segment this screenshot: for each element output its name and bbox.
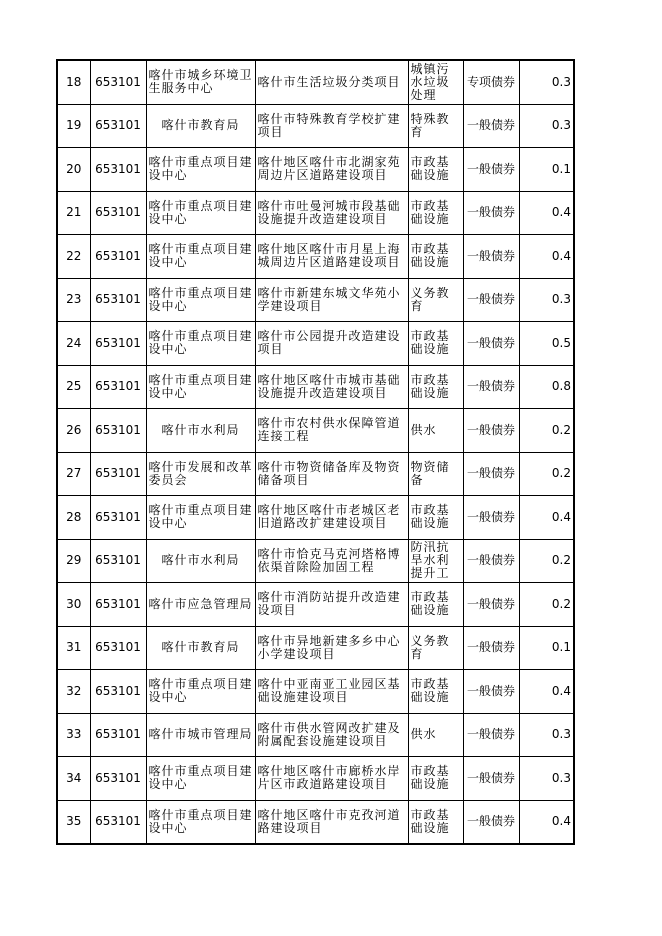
organization-cell: 喀什市重点项目建设中心 [146, 322, 255, 366]
amount-cell: 0.4 [519, 800, 574, 844]
region-code-cell: 653101 [90, 235, 146, 279]
row-number-cell: 32 [57, 670, 90, 714]
amount-cell: 0.8 [519, 365, 574, 409]
row-number-cell: 25 [57, 365, 90, 409]
amount-cell: 0.4 [519, 235, 574, 279]
organization-cell: 喀什市重点项目建设中心 [146, 496, 255, 540]
amount-cell: 0.3 [519, 278, 574, 322]
bond-type-cell: 一般债券 [463, 235, 519, 279]
amount-cell: 0.5 [519, 322, 574, 366]
project-name-cell: 喀什市公园提升改造建设项目 [255, 322, 408, 366]
amount-cell: 0.2 [519, 583, 574, 627]
row-number-cell: 23 [57, 278, 90, 322]
row-number-cell: 28 [57, 496, 90, 540]
bond-type-cell: 一般债券 [463, 713, 519, 757]
table-row [57, 757, 574, 801]
project-category-cell: 市政基础设施 [408, 148, 463, 192]
project-category-cell: 市政基础设施 [408, 365, 463, 409]
debt-project-table [56, 59, 575, 845]
table-row [57, 60, 574, 104]
project-name-cell: 喀什市异地新建多乡中心小学建设项目 [255, 626, 408, 670]
organization-cell: 喀什市水利局 [146, 539, 255, 583]
region-code-cell: 653101 [90, 670, 146, 714]
project-name-cell: 喀什地区喀什市老城区老旧道路改扩建建设项目 [255, 496, 408, 540]
amount-cell: 0.4 [519, 670, 574, 714]
region-code-cell: 653101 [90, 539, 146, 583]
table-row [57, 365, 574, 409]
row-number-cell: 21 [57, 191, 90, 235]
amount-cell: 0.1 [519, 148, 574, 192]
project-name-cell: 喀什地区喀什市克孜河道路建设项目 [255, 800, 408, 844]
table-row [57, 539, 574, 583]
amount-cell: 0.2 [519, 409, 574, 453]
region-code-cell: 653101 [90, 800, 146, 844]
amount-cell: 0.1 [519, 626, 574, 670]
region-code-cell: 653101 [90, 148, 146, 192]
row-number-cell: 18 [57, 60, 90, 104]
table-row [57, 104, 574, 148]
project-category-cell: 市政基础设施 [408, 191, 463, 235]
organization-cell: 喀什市重点项目建设中心 [146, 800, 255, 844]
project-name-cell: 喀什市农村供水保障管道连接工程 [255, 409, 408, 453]
table-row [57, 322, 574, 366]
row-number-cell: 33 [57, 713, 90, 757]
region-code-cell: 653101 [90, 757, 146, 801]
row-number-cell: 29 [57, 539, 90, 583]
project-category-cell: 供水 [408, 713, 463, 757]
table-row [57, 800, 574, 844]
bond-type-cell: 一般债券 [463, 800, 519, 844]
amount-cell: 0.3 [519, 60, 574, 104]
table-row [57, 713, 574, 757]
organization-cell: 喀什市发展和改革委员会 [146, 452, 255, 496]
bond-type-cell: 一般债券 [463, 626, 519, 670]
project-category-cell: 市政基础设施 [408, 322, 463, 366]
project-category-cell: 防汛抗旱水利提升工 [408, 539, 463, 583]
region-code-cell: 653101 [90, 452, 146, 496]
organization-cell: 喀什市重点项目建设中心 [146, 670, 255, 714]
project-category-cell: 市政基础设施 [408, 670, 463, 714]
table-row [57, 626, 574, 670]
project-name-cell: 喀什市消防站提升改造建设项目 [255, 583, 408, 627]
region-code-cell: 653101 [90, 191, 146, 235]
region-code-cell: 653101 [90, 626, 146, 670]
bond-type-cell: 一般债券 [463, 452, 519, 496]
region-code-cell: 653101 [90, 583, 146, 627]
project-category-cell: 供水 [408, 409, 463, 453]
organization-cell: 喀什市教育局 [146, 104, 255, 148]
table-row [57, 235, 574, 279]
row-number-cell: 35 [57, 800, 90, 844]
organization-cell: 喀什市重点项目建设中心 [146, 278, 255, 322]
project-name-cell: 喀什市吐曼河城市段基础设施提升改造建设项目 [255, 191, 408, 235]
table-row [57, 452, 574, 496]
row-number-cell: 30 [57, 583, 90, 627]
project-category-cell: 特殊教育 [408, 104, 463, 148]
bond-type-cell: 一般债券 [463, 409, 519, 453]
table-row [57, 409, 574, 453]
organization-cell: 喀什市重点项目建设中心 [146, 191, 255, 235]
project-category-cell: 城镇污水垃圾处理 [408, 60, 463, 104]
organization-cell: 喀什市重点项目建设中心 [146, 148, 255, 192]
organization-cell: 喀什市水利局 [146, 409, 255, 453]
project-name-cell: 喀什市物资储备库及物资储备项目 [255, 452, 408, 496]
organization-cell: 喀什市应急管理局 [146, 583, 255, 627]
amount-cell: 0.2 [519, 539, 574, 583]
project-name-cell: 喀什市生活垃圾分类项目 [255, 60, 408, 104]
project-name-cell: 喀什地区喀什市廊桥水岸片区市政道路建设项目 [255, 757, 408, 801]
amount-cell: 0.3 [519, 757, 574, 801]
bond-type-cell: 一般债券 [463, 539, 519, 583]
row-number-cell: 22 [57, 235, 90, 279]
project-name-cell: 喀什地区喀什市城市基础设施提升改造建设项目 [255, 365, 408, 409]
bond-type-cell: 一般债券 [463, 148, 519, 192]
project-category-cell: 市政基础设施 [408, 235, 463, 279]
row-number-cell: 24 [57, 322, 90, 366]
bond-type-cell: 一般债券 [463, 322, 519, 366]
organization-cell: 喀什市重点项目建设中心 [146, 365, 255, 409]
table-row [57, 496, 574, 540]
table-row [57, 278, 574, 322]
amount-cell: 0.3 [519, 713, 574, 757]
region-code-cell: 653101 [90, 713, 146, 757]
bond-type-cell: 一般债券 [463, 104, 519, 148]
project-name-cell: 喀什地区喀什市月星上海城周边片区道路建设项目 [255, 235, 408, 279]
organization-cell: 喀什市重点项目建设中心 [146, 757, 255, 801]
project-category-cell: 市政基础设施 [408, 583, 463, 627]
table-row [57, 670, 574, 714]
bond-type-cell: 一般债券 [463, 191, 519, 235]
region-code-cell: 653101 [90, 322, 146, 366]
bond-type-cell: 一般债券 [463, 365, 519, 409]
project-name-cell: 喀什中亚南亚工业园区基础设施建设项目 [255, 670, 408, 714]
bond-type-cell: 一般债券 [463, 496, 519, 540]
row-number-cell: 19 [57, 104, 90, 148]
table-row [57, 583, 574, 627]
region-code-cell: 653101 [90, 409, 146, 453]
organization-cell: 喀什市教育局 [146, 626, 255, 670]
project-category-cell: 市政基础设施 [408, 757, 463, 801]
region-code-cell: 653101 [90, 365, 146, 409]
project-name-cell: 喀什市恰克马克河塔格博依渠首除险加固工程 [255, 539, 408, 583]
project-category-cell: 市政基础设施 [408, 800, 463, 844]
project-name-cell: 喀什市供水管网改扩建及附属配套设施建设项目 [255, 713, 408, 757]
amount-cell: 0.4 [519, 496, 574, 540]
project-category-cell: 市政基础设施 [408, 496, 463, 540]
region-code-cell: 653101 [90, 278, 146, 322]
project-category-cell: 义务教育 [408, 626, 463, 670]
organization-cell: 喀什市城市管理局 [146, 713, 255, 757]
table-row [57, 148, 574, 192]
project-name-cell: 喀什市新建东城文华苑小学建设项目 [255, 278, 408, 322]
bond-type-cell: 专项债券 [463, 60, 519, 104]
bond-type-cell: 一般债券 [463, 583, 519, 627]
project-name-cell: 喀什市特殊教育学校扩建项目 [255, 104, 408, 148]
table-body [57, 60, 574, 844]
row-number-cell: 27 [57, 452, 90, 496]
organization-cell: 喀什市城乡环境卫生服务中心 [146, 60, 255, 104]
row-number-cell: 20 [57, 148, 90, 192]
project-name-cell: 喀什地区喀什市北湖家苑周边片区道路建设项目 [255, 148, 408, 192]
amount-cell: 0.4 [519, 191, 574, 235]
region-code-cell: 653101 [90, 60, 146, 104]
row-number-cell: 26 [57, 409, 90, 453]
region-code-cell: 653101 [90, 496, 146, 540]
amount-cell: 0.2 [519, 452, 574, 496]
project-category-cell: 物资储备 [408, 452, 463, 496]
bond-type-cell: 一般债券 [463, 670, 519, 714]
amount-cell: 0.3 [519, 104, 574, 148]
bond-type-cell: 一般债券 [463, 278, 519, 322]
project-category-cell: 义务教育 [408, 278, 463, 322]
bond-type-cell: 一般债券 [463, 757, 519, 801]
row-number-cell: 31 [57, 626, 90, 670]
row-number-cell: 34 [57, 757, 90, 801]
region-code-cell: 653101 [90, 104, 146, 148]
organization-cell: 喀什市重点项目建设中心 [146, 235, 255, 279]
table-row [57, 191, 574, 235]
